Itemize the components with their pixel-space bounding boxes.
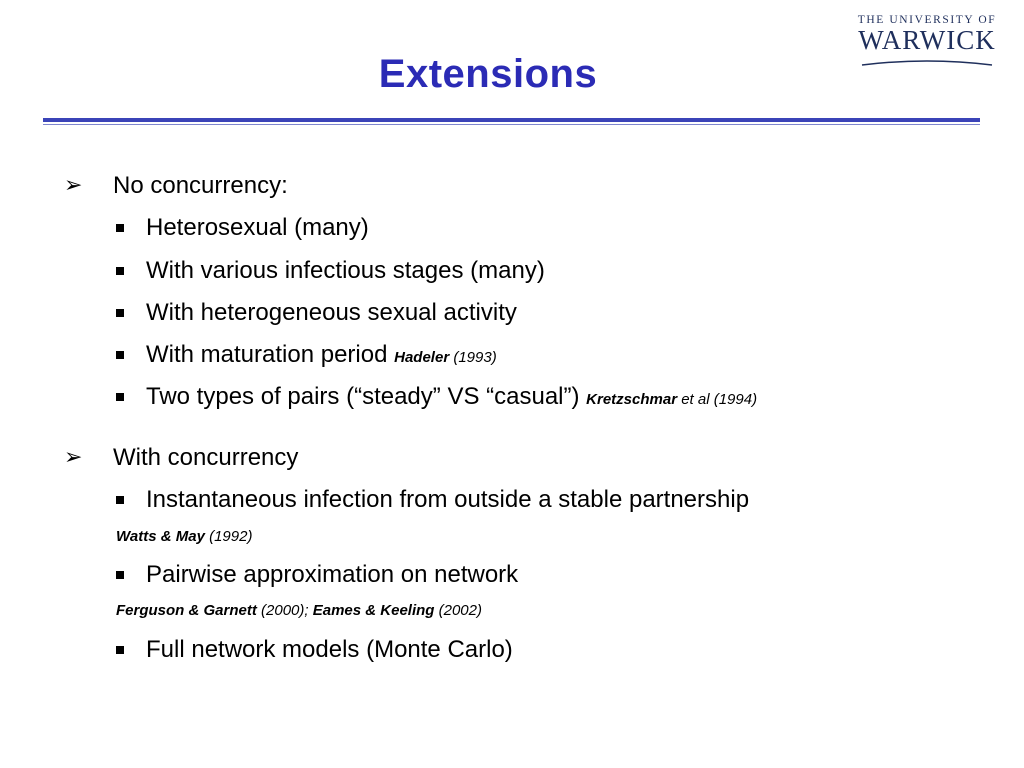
square-bullet-icon xyxy=(116,496,124,504)
university-logo xyxy=(846,14,1008,72)
square-bullet-icon xyxy=(116,224,124,232)
logo-line1: THE UNIVERSITY OF xyxy=(857,14,997,26)
logo-line2: WARWICK xyxy=(858,25,996,55)
square-bullet-icon xyxy=(116,351,124,359)
square-bullet-icon xyxy=(116,646,124,654)
square-bullet-icon xyxy=(116,267,124,275)
arrow-bullet-icon: ➢ xyxy=(64,444,83,469)
square-bullet-icon xyxy=(116,393,124,401)
title-divider-thin xyxy=(43,124,980,125)
citation: Kretzschmar et al (1994) xyxy=(586,391,758,408)
logo-swoosh-icon xyxy=(852,59,1002,67)
arrow-bullet-icon: ➢ xyxy=(64,172,83,197)
slide-title: Extensions xyxy=(378,52,598,96)
square-bullet-icon xyxy=(116,309,124,317)
reference-line: Watts & May (1992) xyxy=(116,528,253,545)
square-bullet-icon xyxy=(116,571,124,579)
reference-line: Ferguson & Garnett (2000); Eames & Keeling (2002) xyxy=(116,602,482,619)
citation: Hadeler (1993) xyxy=(394,349,497,366)
title-divider xyxy=(43,118,980,122)
